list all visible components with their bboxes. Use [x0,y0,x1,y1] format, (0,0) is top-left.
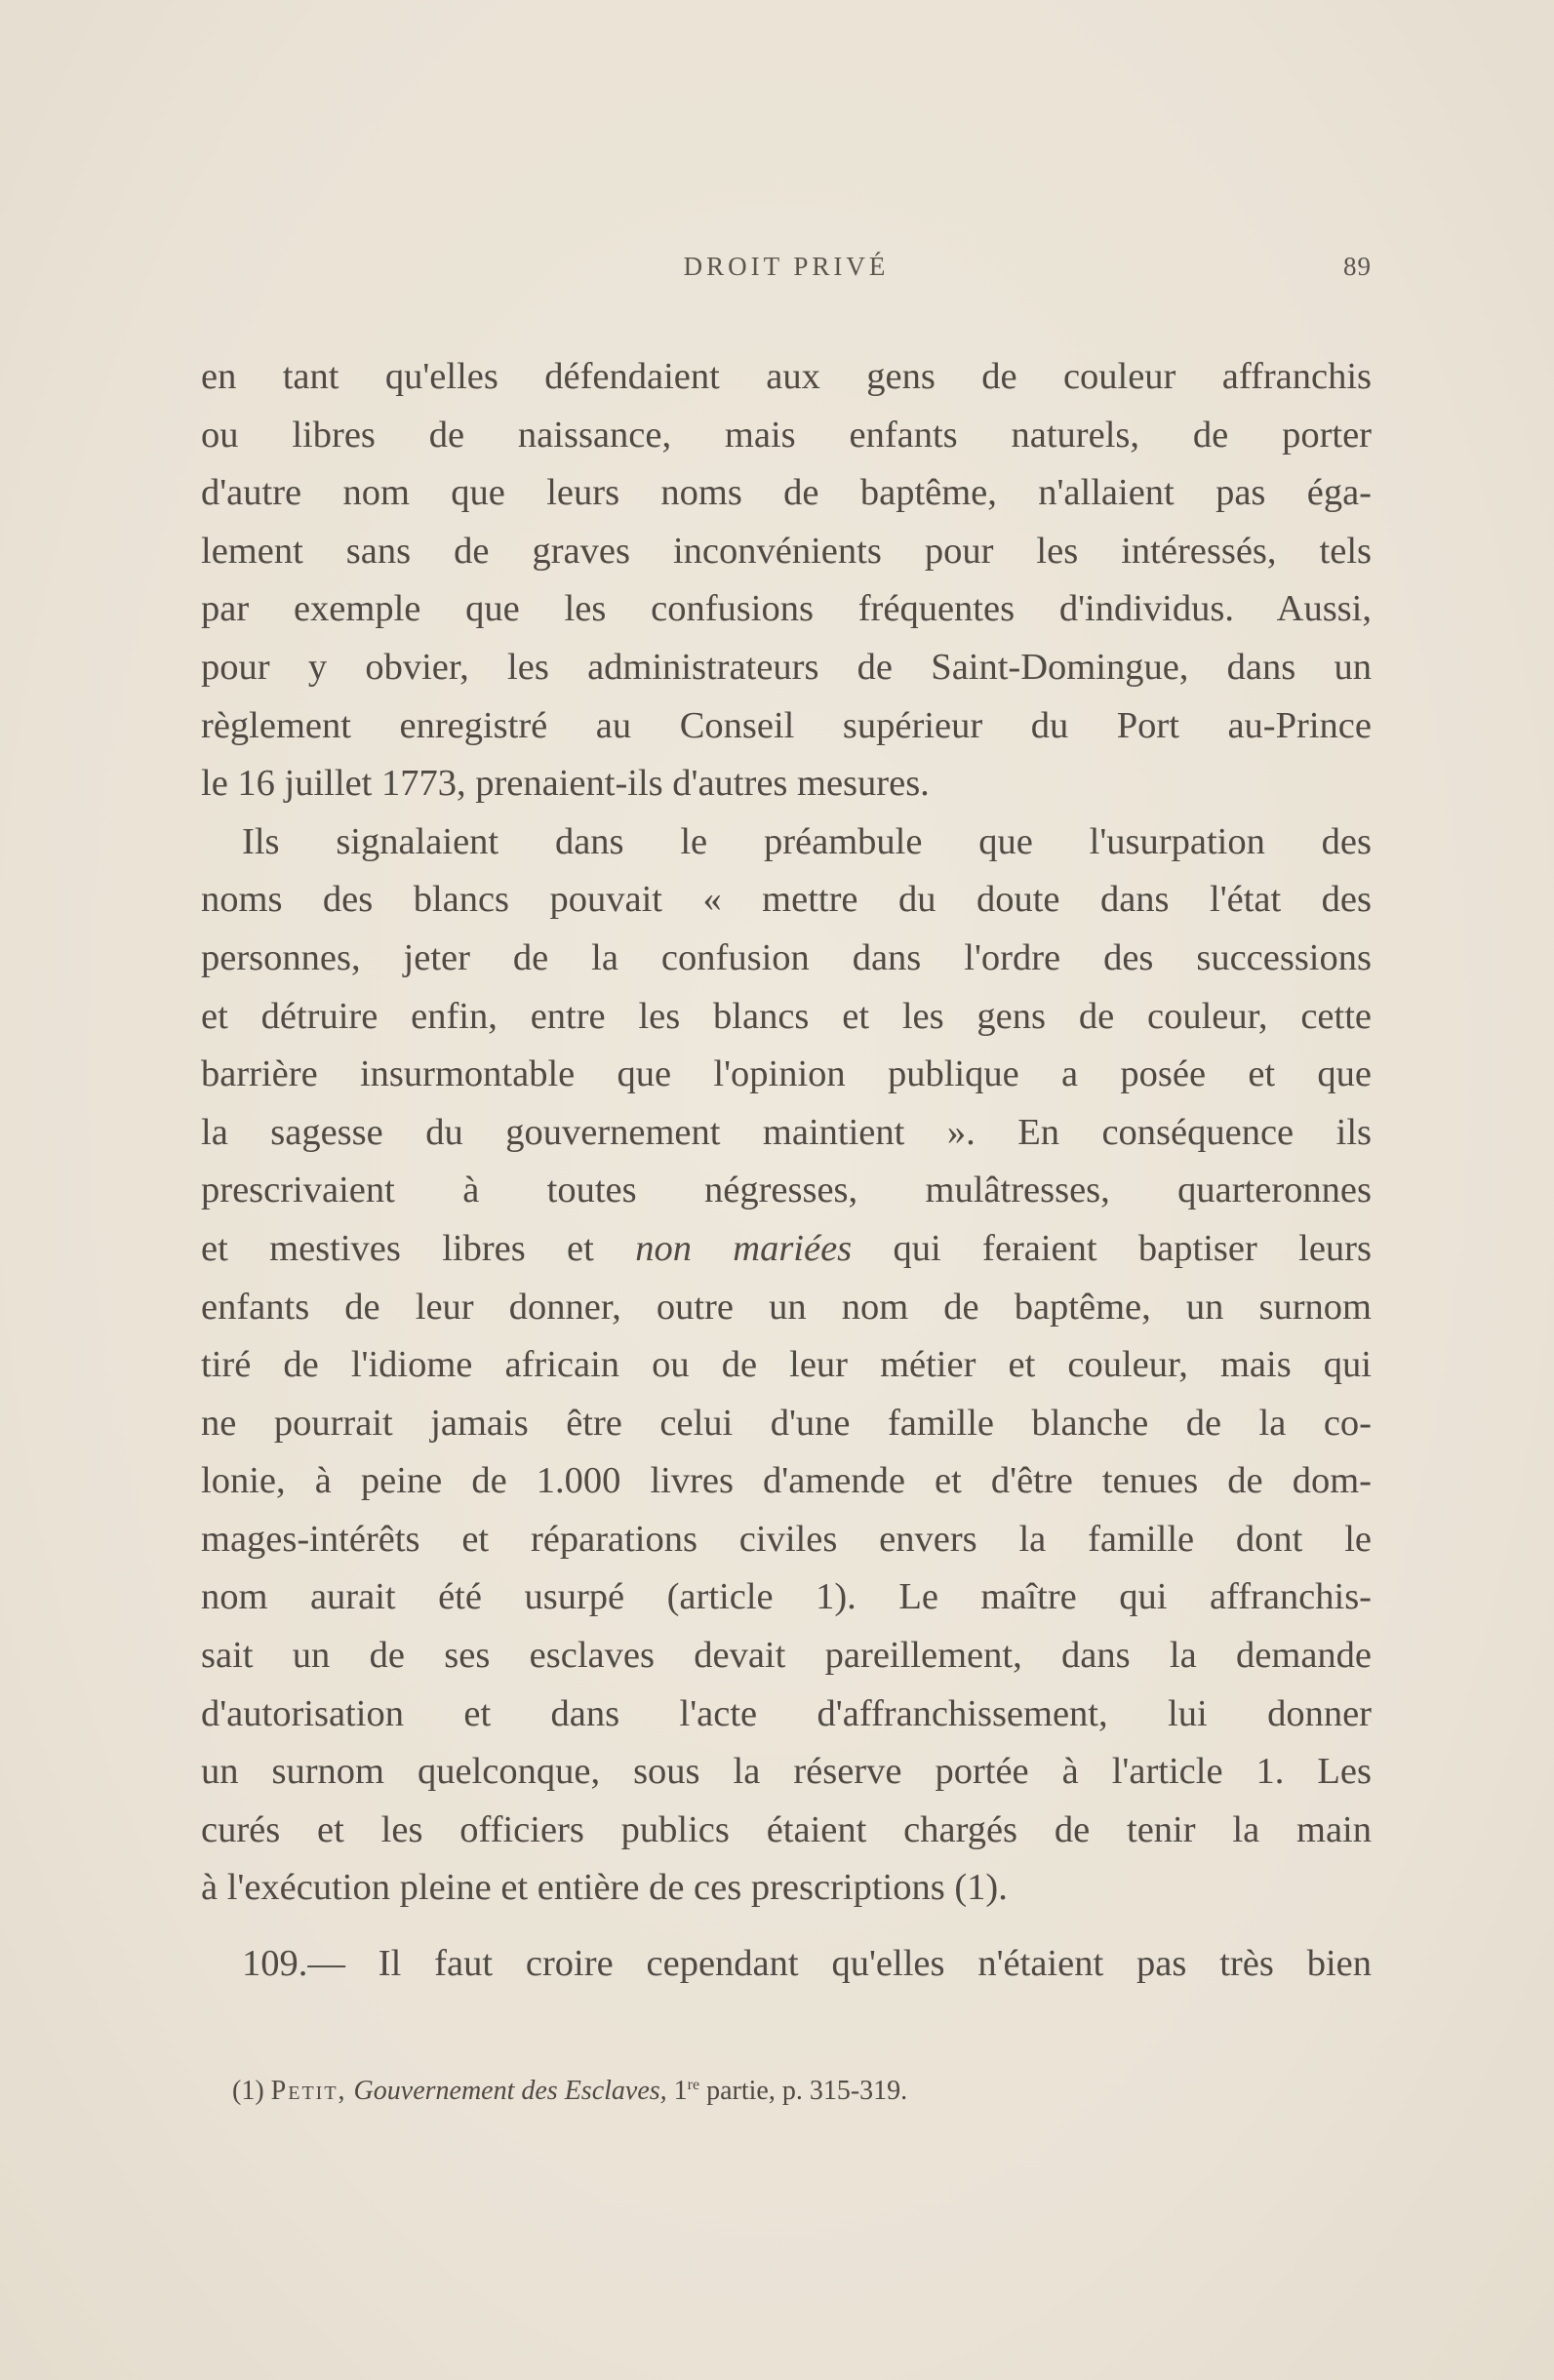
text-segment: et mestives libres et [201,1227,636,1269]
text-line: Ils signalaient dans le préambule que l'usurpation des [242,820,1372,862]
text-line-with-italic [201,1220,1372,1279]
footnote-rest: partie, p. 315-319. [706,2076,908,2106]
text-line: pour y obvier, les administrateurs de Saint-Domingue, dans un [201,646,1372,688]
footnote-part-sup: re [687,2077,700,2093]
text-line: enfants de leur donner, outre un nom de baptême, un surnom [201,1286,1372,1328]
text-line: barrière insurmontable que l'opinion publique a posée et que [201,1053,1372,1095]
running-title: DROIT PRIVÉ [683,252,890,281]
footnote-title: Gouvernement des Esclaves, [353,2076,667,2106]
section-109-line: 109.— Il faut croire cependant qu'elles n'étaient pas très bien [242,1943,1372,1985]
text-line: personnes, jeter de la confusion dans l'ordre des successions [201,936,1372,978]
text-line: la sagesse du gouvernement maintient ». En conséquence ils [201,1111,1372,1153]
text-line: le 16 juillet 1773, prenaient-ils d'autres mesures. [201,763,930,805]
text-line: nom aurait été usurpé (article 1). Le maître qui affranchis- [201,1576,1372,1618]
text-line: lonie, à peine de 1.000 livres d'amende et d'être tenues de dom- [201,1460,1372,1502]
text-line: et détruire enfin, entre les blancs et les gens de couleur, cette [201,995,1372,1037]
text-line: un surnom quelconque, sous la réserve portée à l'article 1. Les [201,1751,1372,1793]
text-line: d'autorisation et dans l'acte d'affranchissement, lui donner [201,1692,1372,1734]
footnote-marker: (1) [232,2076,264,2106]
text-line: mages-intérêts et réparations civiles envers la famille dont le [201,1518,1372,1560]
text-line: prescrivaient à toutes négresses, mulâtresses, quarteronnes [201,1170,1372,1211]
text-line: tiré de l'idiome africain ou de leur métier et couleur, mais qui [201,1344,1372,1386]
footnote-author: Petit, [270,2076,347,2106]
text-line: à l'exécution pleine et entière de ces prescriptions (1). [201,1867,1008,1909]
text-line: d'autre nom que leurs noms de baptême, n'allaient pas éga- [201,472,1372,514]
footnote [232,2066,1364,2111]
text-line: en tant qu'elles défendaient aux gens de couleur affranchis [201,356,1372,397]
page-number: 89 [1343,252,1372,281]
text-segment: qui feraient baptiser leurs [852,1227,1372,1269]
running-head [201,252,1372,291]
text-line: ou libres de naissance, mais enfants naturels, de porter [201,414,1372,456]
text-line: règlement enregistré au Conseil supérieur du Port au-Prince [201,704,1372,746]
text-line: ne pourrait jamais être celui d'une famille blanche de la co- [201,1402,1372,1444]
paragraph-gap [201,1918,1372,1935]
footnote-part [674,2076,699,2106]
footnote-part-number: 1 [673,2076,688,2106]
text-line: par exemple que les confusions fréquentes d'individus. Aussi, [201,588,1372,630]
text-line: lement sans de graves inconvénients pour les intéressés, tels [201,530,1372,572]
text-line: curés et les officiers publics étaient chargés de tenir la main [201,1808,1372,1850]
italic-phrase: non mariées [635,1227,853,1269]
text-line: sait un de ses esclaves devait pareillement, dans la demande [201,1635,1372,1677]
body-text [201,348,1372,1994]
text-line: noms des blancs pouvait « mettre du doute dans l'état des [201,879,1372,921]
